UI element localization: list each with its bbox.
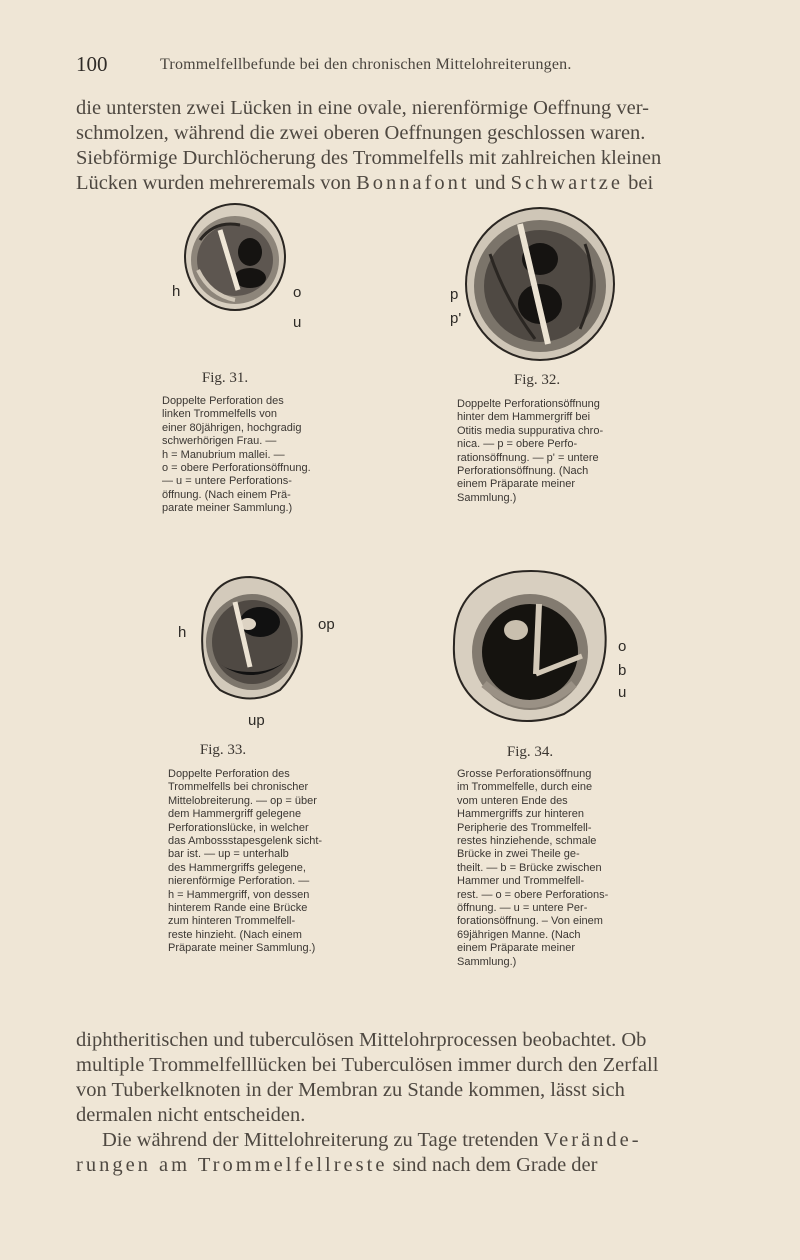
caption-line: vom unteren Ende des (457, 794, 568, 807)
author-name-schwartze: Schwartze (510, 172, 623, 194)
caption-line: Präparate meiner Sammlung.) (168, 942, 316, 955)
caption-line: reste hinzieht. (Nach einem (168, 928, 302, 941)
caption-line: rest. — o = obere Perforations- (457, 888, 609, 901)
caption-line: Hammer und Trommelfell- (457, 875, 585, 888)
caption-line: Otitis media suppurativa chro- (457, 424, 604, 437)
caption-line: im Trommelfelle, durch eine (457, 781, 593, 794)
caption-line: nierenförmige Perforation. — (168, 875, 310, 888)
figure-33-label: Fig. 33. (199, 742, 247, 758)
caption-line: des Hammergriffs gelegene, (168, 861, 306, 874)
figure-32-caption (457, 398, 612, 505)
figure-33-caption (168, 768, 326, 956)
text-line: dermalen nicht entscheiden. (76, 1104, 306, 1126)
caption-line: nica. — p = obere Perfo- (457, 438, 578, 451)
marker-h: h (178, 624, 187, 641)
text-line: diphtheritischen und tuberculösen Mittelohrprocessen beobachtet. Ob (76, 1029, 647, 1051)
caption-line: dem Hammergriff gelegene (168, 808, 302, 821)
caption-line: Perforationslücke, in welcher (168, 821, 309, 834)
caption-line: Mittelobreiterung. — op = über (168, 794, 317, 807)
marker-u: u (293, 314, 302, 331)
figure-31-label: Fig. 31. (201, 370, 249, 386)
caption-line: Doppelte Perforationsöffnung (457, 398, 600, 410)
paragraph-top (76, 96, 736, 196)
caption-line: bar ist. — up = unterhalb (168, 848, 289, 861)
caption-line: Grosse Perforationsöffnung (457, 768, 592, 780)
text-fragment: Lücken wurden mehreremals von (76, 172, 357, 194)
marker-o: o (293, 284, 302, 301)
caption-line: hinter dem Hammergriff bei (457, 411, 591, 424)
text-line (76, 1128, 736, 1153)
caption-line: Sammlung.) (457, 955, 517, 968)
caption-line: o = obere Perforationsöffnung. (162, 462, 311, 475)
marker-u: u (618, 684, 627, 701)
emphasized-text: rungen am Trommelfellreste (76, 1154, 388, 1176)
figure-31-caption (162, 395, 317, 516)
caption-line: parate meiner Sammlung.) (162, 502, 293, 515)
caption-line: linken Trommelfells von (162, 408, 277, 421)
caption-line: einer 80jährigen, hochgradig (162, 421, 302, 434)
text-fragment: bei (623, 172, 654, 194)
caption-line: 69jährigen Manne. (Nach (457, 928, 581, 941)
caption-line: h = Hammergriff, von dessen (168, 888, 310, 901)
caption-line: öffnung. — u = untere Per- (457, 902, 588, 915)
caption-line: theilt. — b = Brücke zwischen (457, 861, 602, 874)
caption-line: Perforationsöffnung. (Nach (457, 465, 589, 478)
caption-line: Trommelfells bei chronischer (168, 781, 309, 794)
emphasized-text: Verände- (543, 1129, 642, 1151)
text-line: schmolzen, während die zwei oberen Oeffnungen geschlossen waren. (76, 122, 646, 144)
caption-line: Peripherie des Trommelfell- (457, 821, 592, 834)
caption-line: Brücke in zwei Theile ge- (457, 848, 580, 861)
figure-32-illustration (460, 204, 620, 364)
marker-p: p (450, 286, 459, 303)
marker-h: h (172, 283, 181, 300)
caption-line: einem Präparate meiner (457, 942, 576, 955)
running-head: Trommelfellbefunde bei den chronischen Mittelohreiterungen. (160, 56, 572, 73)
caption-line: hinterem Rande eine Brücke (168, 902, 308, 915)
caption-line: Sammlung.) (457, 491, 517, 504)
caption-line: das Ambossstapesgelenk sicht- (168, 835, 323, 848)
caption-line: forationsöffnung. – Von einem (457, 915, 603, 928)
caption-line: — u = untere Perforations- (162, 475, 292, 488)
caption-line: rationsöffnung. — p' = untere (457, 451, 599, 464)
text-line: multiple Trommelfelllücken bei Tuberculösen immer durch den Zerfall (76, 1054, 659, 1076)
page-number: 100 (76, 52, 108, 76)
caption-line: Doppelte Perforation des (168, 768, 290, 780)
paragraph-bottom (76, 1028, 736, 1178)
figure-33-illustration (190, 572, 315, 707)
text-fragment: Die während der Mittelohreiterung zu Tage tretenden (102, 1129, 544, 1151)
caption-line: restes hinziehende, schmale (457, 835, 597, 848)
text-line: von Tuberkelknoten in der Membran zu Stande kommen, lässt sich (76, 1079, 625, 1101)
marker-o: o (618, 638, 627, 655)
text-line: Siebförmige Durchlöcherung des Trommelfells mit zahlreichen kleinen (76, 147, 662, 169)
author-name-bonnafont: Bonnafont (356, 172, 470, 194)
marker-p-prime: p' (450, 310, 462, 327)
text-line: die untersten zwei Lücken in eine ovale, nierenförmige Oeffnung ver- (76, 97, 649, 119)
figure-34-label: Fig. 34. (506, 744, 554, 760)
marker-up: up (248, 712, 265, 729)
caption-line: öffnung. (Nach einem Prä- (162, 488, 291, 501)
caption-line: Doppelte Perforation des (162, 395, 284, 407)
figure-34-illustration (444, 564, 616, 732)
figure-32-label: Fig. 32. (513, 372, 561, 388)
caption-line: einem Präparate meiner (457, 478, 576, 491)
text-line (76, 171, 736, 196)
figure-34-caption (457, 768, 612, 969)
text-line (76, 1153, 736, 1178)
text-fragment: sind nach dem Grade der (387, 1154, 598, 1176)
caption-line: schwerhörigen Frau. — (162, 435, 277, 448)
figure-31-illustration (180, 200, 290, 315)
marker-b: b (618, 662, 627, 679)
text-fragment: und (469, 172, 511, 194)
caption-line: Hammergriffs zur hinteren (457, 808, 584, 821)
caption-line: h = Manubrium mallei. — (162, 448, 285, 461)
marker-op: op (318, 616, 335, 633)
caption-line: zum hinteren Trommelfell- (168, 915, 296, 928)
